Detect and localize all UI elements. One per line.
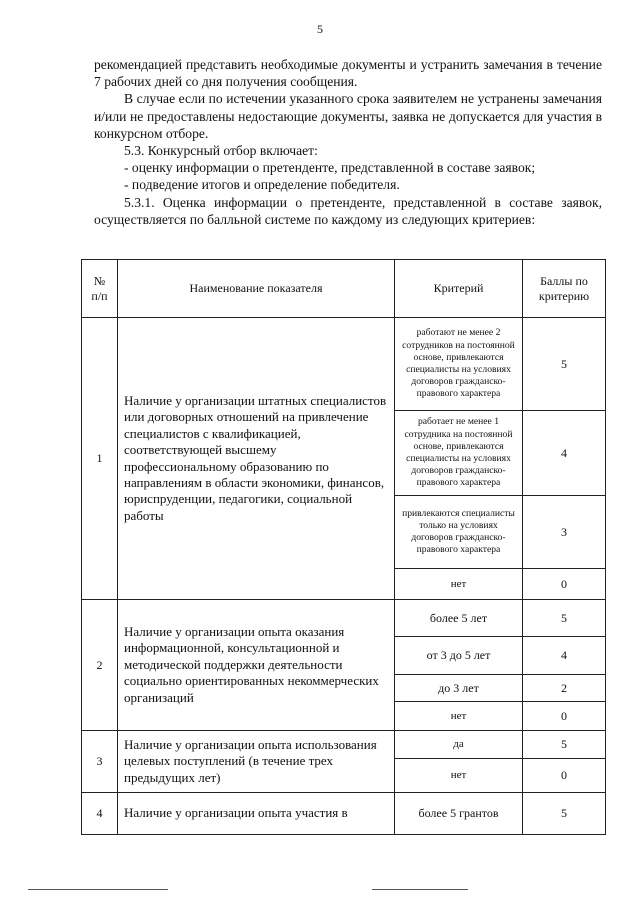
page-number: 5 xyxy=(317,22,323,36)
points-cell: 5 xyxy=(523,600,606,637)
indicator-name: Наличие у организации опыта оказания информационной, консультационной и методической поддержки деятельности социально ориентированных некоммерческих организаций xyxy=(118,600,395,731)
paragraph: - подведение итогов и определение победителя. xyxy=(124,177,400,193)
criteria-table xyxy=(81,259,606,835)
indicator-name: Наличие у организации опыта использования целевых поступлений (в течение трех предыдущих лет) xyxy=(118,731,395,793)
points-cell: 0 xyxy=(523,759,606,793)
criterion-cell: работают не менее 2 сотрудников на постоянной основе, привлекаются специалисты на условиях договоров гражданско-правового характера xyxy=(395,318,523,411)
criterion-cell: более 5 грантов xyxy=(395,793,523,835)
row-number: 1 xyxy=(82,318,118,600)
points-cell: 4 xyxy=(523,411,606,496)
document-body xyxy=(94,56,602,228)
criterion-cell: нет xyxy=(395,759,523,793)
paragraph: 5.3.1. Оценка информации о претенденте, представленной в составе заявок, осуществляется по балльной системе по каждому из следующих критериев: xyxy=(94,194,602,227)
row-number: 4 xyxy=(82,793,118,835)
indicator-name: Наличие у организации штатных специалистов или договорных отношений на привлечение специалистов с квалификацией, соответствующей высшему профессиональному образованию по направлениям в области экономики, финансов, юриспруденции, педагогики, социальной работы xyxy=(118,318,395,600)
paragraph: рекомендацией представить необходимые документы и устранить замечания в течение 7 рабочих дней со дня получения сообщения. xyxy=(94,57,602,90)
points-cell: 2 xyxy=(523,675,606,702)
row-number: 3 xyxy=(82,731,118,793)
table-row xyxy=(82,793,606,835)
criterion-cell: да xyxy=(395,731,523,759)
points-cell: 4 xyxy=(523,637,606,675)
points-cell: 5 xyxy=(523,318,606,411)
points-cell: 5 xyxy=(523,731,606,759)
table-row xyxy=(82,731,606,759)
criterion-cell: привлекаются специалисты только на условиях договоров гражданско-правового характера xyxy=(395,496,523,569)
header-num: № п/п xyxy=(82,260,118,318)
criterion-cell: нет xyxy=(395,702,523,731)
footer-divider xyxy=(28,889,168,890)
paragraph: В случае если по истечении указанного срока заявителем не устранены замечания и/или не предоставлены недостающие документы, заявка не допускается для участия в конкурсном отборе. xyxy=(94,91,602,141)
points-cell: 0 xyxy=(523,702,606,731)
points-cell: 5 xyxy=(523,793,606,835)
table-row xyxy=(82,318,606,411)
row-number: 2 xyxy=(82,600,118,731)
criterion-cell: более 5 лет xyxy=(395,600,523,637)
criterion-cell: нет xyxy=(395,569,523,600)
paragraph: - оценку информации о претенденте, представленной в составе заявок; xyxy=(124,160,536,176)
criterion-cell: работает не менее 1 сотрудника на постоянной основе, привлекаются специалисты на условиях договоров гражданско-правового характера xyxy=(395,411,523,496)
points-cell: 3 xyxy=(523,496,606,569)
header-points: Баллы по критерию xyxy=(523,260,606,318)
footer-divider xyxy=(372,889,468,890)
points-cell: 0 xyxy=(523,569,606,600)
criterion-cell: от 3 до 5 лет xyxy=(395,637,523,675)
header-name: Наименование показателя xyxy=(118,260,395,318)
paragraph: 5.3. Конкурсный отбор включает: xyxy=(124,143,318,159)
header-criterion: Критерий xyxy=(395,260,523,318)
indicator-name: Наличие у организации опыта участия в xyxy=(118,793,395,835)
table-header-row xyxy=(82,260,606,318)
criterion-cell: до 3 лет xyxy=(395,675,523,702)
table-row xyxy=(82,600,606,637)
